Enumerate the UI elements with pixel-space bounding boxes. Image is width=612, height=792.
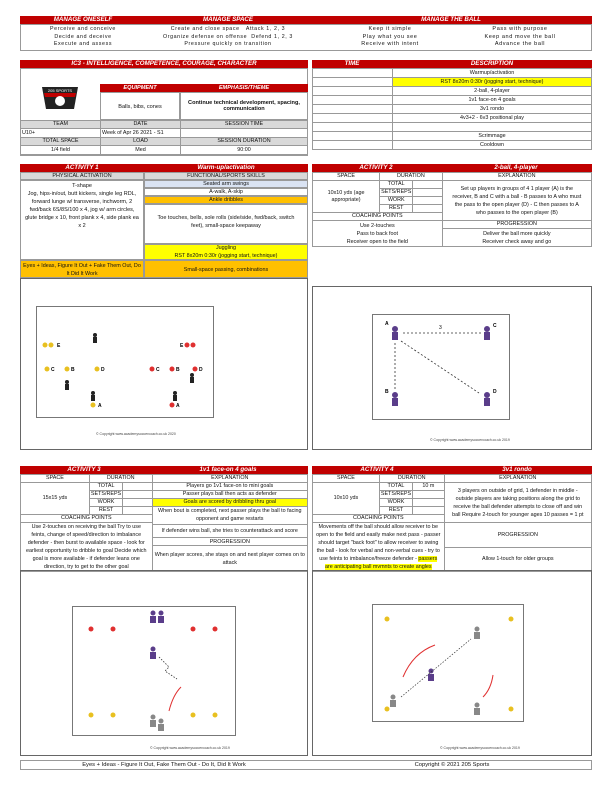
goal-cone [191, 713, 218, 718]
manage-ball-title: MANAGE THE BALL [310, 16, 592, 24]
manage-space-title: MANAGE SPACE [146, 16, 310, 24]
goal-cone [89, 627, 116, 632]
coaching-highlight: passers are anticipating ball mvmnts to create angles [324, 556, 438, 570]
corner-cone [385, 617, 390, 622]
activity3-title: ACTIVITY 3 [20, 466, 148, 474]
cone-marker [170, 403, 181, 410]
cone-marker [150, 367, 161, 374]
activity4-title: ACTIVITY 4 [312, 466, 442, 474]
cone-marker [170, 367, 181, 374]
time-header: TIME [312, 60, 392, 68]
player-icon [392, 392, 398, 406]
activity4-name: 3v1 rondo [442, 466, 592, 474]
label-d: D [493, 389, 497, 395]
player-icon [390, 695, 396, 708]
footer-motto: Eyes + Ideas - Figure It Out, Fake Them Out - Do It, Did It Work [82, 762, 246, 768]
session-table: TEAM DATE SESSION TIME U10+ Week of Apr 26 2021 - S1 TOTAL SPACE LOAD SESSION DURATION 1/4 field Med 90:00 [20, 120, 308, 155]
player-icon [158, 719, 164, 732]
emphasis-label: EMPHASIS/THEME [180, 84, 308, 92]
emphasis-value: Continue technical development, spacing, communication [180, 92, 308, 120]
svg-text:E: E [180, 343, 184, 349]
activity4-drill-diagram [373, 605, 525, 723]
run-arrow [483, 675, 493, 697]
player-icon [474, 703, 480, 716]
footer-copyright: Copyright © 2021 205 Sports [414, 762, 490, 768]
label-c: C [493, 323, 497, 329]
cone-marker [193, 367, 204, 374]
player-icon [65, 380, 69, 390]
description-header: DESCRIPTION [392, 60, 592, 68]
activity4-copyright: © Copyright www.academysoccercoach.co.uk 2019 [440, 746, 520, 750]
svg-text:C: C [51, 367, 55, 373]
label-a: A [385, 321, 389, 327]
svg-text:A: A [98, 403, 102, 409]
player-icon [484, 392, 490, 406]
cone-marker [91, 403, 103, 410]
activity1-col2: FUNCTIONAL/SPORTS SKILLS [144, 172, 308, 180]
svg-text:A: A [176, 403, 180, 409]
activity1-title: ACTIVITY 1 [20, 164, 144, 172]
skill-ankle-dribbles: Ankle dribbles [144, 196, 308, 204]
logo-icon [38, 83, 82, 113]
activity2-field [372, 314, 510, 420]
player-icon [474, 627, 480, 640]
cone-marker [180, 343, 196, 350]
svg-text:D: D [199, 367, 203, 373]
pass-arrow [401, 341, 479, 393]
activity2-copyright: © Copyright www.academysoccercoach.co.uk 2019 [430, 438, 510, 442]
manage-oneself-lines: Perceive and conceive Decide and deceive Execute and assess [50, 26, 116, 47]
activity1-footer-left: Eyes + Ideas, Figure It Out + Fake Them Out, Do It Did It Work [20, 260, 144, 278]
cone-marker [95, 367, 106, 374]
corner-cone [509, 707, 514, 712]
equipment-label: EQUIPMENT [100, 84, 180, 92]
player-icon [190, 373, 194, 383]
svg-text:B: B [176, 367, 180, 373]
activity2-drill-diagram [373, 315, 511, 421]
activity1-copyright: © Copyright www.academysoccercoach.co.uk 2020 [96, 432, 176, 436]
activity1-name: Warm-up/activation [144, 164, 308, 172]
player-icon [158, 611, 164, 624]
manage-ball-right: Pass with purpose Keep and move the ball Advance the ball [484, 26, 556, 47]
svg-text:D: D [101, 367, 105, 373]
player-icon [93, 333, 97, 343]
team-logo [20, 76, 100, 120]
skill-toe-touches: Toe touches, bells, sole rolls (side/side, fwd/back, switch feet), small-space keepaway [144, 204, 308, 244]
manage-ball-left: Keep it simple Play what you see Receive with intent [361, 26, 419, 47]
corner-cone [509, 617, 514, 622]
arrow-number: 3 [439, 325, 442, 331]
dribble-path [159, 657, 177, 679]
player-icon [428, 669, 434, 682]
activity3-copyright: © Copyright www.academysoccercoach.co.uk 2019 [150, 746, 230, 750]
activity1-drill-diagram [37, 307, 215, 419]
cone-marker [45, 367, 56, 374]
equipment-value: Balls, bibs, cones [100, 92, 180, 120]
activity4-field [372, 604, 524, 722]
player-icon [392, 326, 398, 340]
player-icon [484, 326, 490, 340]
activity2-title: ACTIVITY 2 [312, 164, 440, 172]
skill-a-walk: A-walk, A-skip [144, 188, 308, 196]
activity2-name: 2-ball, 4-player [440, 164, 592, 172]
activity3-name: 1v1 face-on 4 goals [148, 466, 308, 474]
ic3-title: IC3 - INTELLIGENCE, COMPETENCE, COURAGE, CHARACTER [20, 60, 308, 68]
label-b: B [385, 389, 389, 395]
cone-marker [43, 343, 62, 350]
svg-text:E: E [57, 343, 61, 349]
player-icon [91, 391, 95, 401]
player-icon [150, 647, 156, 660]
activity1-field [36, 306, 214, 418]
svg-text:205 SPORTS: 205 SPORTS [47, 88, 73, 93]
manage-oneself-title: MANAGE ONESELF [20, 16, 146, 24]
goal-cone [191, 627, 218, 632]
player-icon [150, 611, 156, 624]
activity2-table: SPACE DURATION EXPLANATION 10x10 yds (age appropriate) TOTAL Set up players in groups of 4 1 player (A) is the receiver, B and C with a ball - B passes to A who must the pass to the open player (D) - C then passes to A who passes to the open player (B) SETS/REPS WORK REST COACHING POINTS Use 2-touches Pass to back foot Receiver open to the field PROGRESSION Deliver the ball more quickly Receiver check away and go [312, 172, 592, 247]
player-icon [150, 715, 156, 728]
goal-cone [89, 713, 116, 718]
time-table: Warmup/activation RST 8x20m 0:30r (jogging start, technique) 2-ball, 4-player 1v1 face-on 4 goals 3v1 rondo 4v3+2 - 6v3 positional play Scrimmage Cooldown [312, 68, 592, 150]
activity4-table: SPACE DURATION EXPLANATION 10x10 yds TOTAL 10 m 3 players on outside of grid, 1 defender in middle - outside players are taking positions along the grid to receive the ball defender attempts to close off and win ball Require 2-touch for younger ages 10 passes = 1 pt SETS/REPS WORK REST COACHING POINTS Movements off the ball should allow receiver to be open to the field and easily make next pass - passer should target "back foot" to allow receiver to swing the ball - look for verbal and non-verbal cues - try to use feints to imbalance/freeze defender - passers are anticipating ball mvmnts to create angles PROGRESSION Allow 1-touch for older groups [312, 474, 592, 572]
activity1-col1: PHYSICAL ACTIVATION [20, 172, 144, 180]
activity3-drill-diagram [73, 607, 237, 737]
svg-text:C: C [156, 367, 160, 373]
activity1-physical: T-shape Jog, hips-in/out, butt kickers, single leg RDL, forward lunge w/ transverse, inchworm, 2 fwd/back 6S/8S/100 x 4, jog w/ arm circles, glute bridge x 10, front plank x 4, side plank ea x 2 [20, 180, 144, 260]
activity1-footer-right: Small-space passing, combinations [144, 260, 308, 278]
corner-cone [385, 707, 390, 712]
activity3-field [72, 606, 236, 736]
activity3-table: SPACE DURATION EXPLANATION 15x15 yds TOTAL Players go 1v1 face-on to mini goals SETS/REPS Passer plays ball then acts as defender WORK Goals are scored by dribbling thru goal REST When bout is completed, next passer plays the ball to facing opponent and game restarts COACHING POINTS Use 2-touches on receiving the ball Try to use feints, change of speed/direction to imbalance defender - then burst to available space - look for earliest opportunity to dribble to goal Decide which goal is more available - if defender leans one direction, try to get to the other goal If defender wins ball, she tries to counterattack and score PROGRESSION When player scores, she stays on and next player comes on to attack [20, 474, 308, 572]
manage-space-lines: Create and close space Attack 1, 2, 3 Organize defense on offense Defend 1, 2, 3 Pressure quickly on transition [163, 26, 293, 47]
pass-line [401, 639, 471, 697]
svg-text:B: B [71, 367, 75, 373]
cone-marker [65, 367, 76, 374]
skill-juggling-rst: Juggling RST 8x20m 0:30r (jogging start, technique) [144, 244, 308, 260]
run-arrow [169, 687, 181, 711]
player-icon [173, 391, 177, 401]
skill-arm-swings: Seated arm swings [144, 180, 308, 188]
